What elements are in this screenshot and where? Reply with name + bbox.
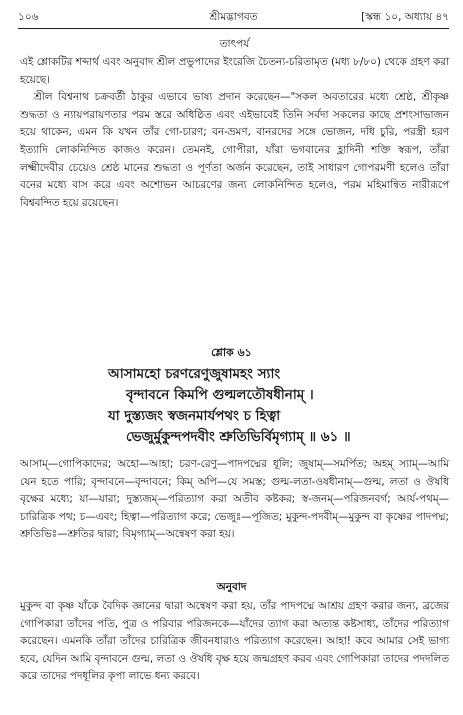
synonyms-text: আসাম্—গোপিকাদের; অহো—আহা; চরণ-রেণু—পাদপদ্মের ধূলি; জুষাম্—সমর্পিত; অহম্‌ স্যাম্—আমি যেন হতে পারি; বৃন্দাবনে—বৃন্দাবনে; কিম্‌ অপি—যে সমস্ত; গুল্ম-লতা-ওষধীনাম্—গুল্ম, লতা ও ঔষধি বৃক্ষের মধ্যে; যা—যারা; দুস্ত্যজম্—পরিত্যাগ করা অতীব কষ্টকর; স্ব-জনম্—পরিজনবর্গ; আর্য-পথম্—চারিত্রিক পথ; চ—এবং; হিত্বা—পরিত্যাগ করে; ভেজুঃ—পূজিত; মুকুন্দ-পদবীম্—মুকুন্দ বা কৃষ্ণের পাদপদ্ম; শ্রুতিভিঃ—শ্রুতির দ্বারা; বিমৃগ্যাম্—অন্বেষণ করা হয়। (20, 458, 449, 541)
synonyms-section (20, 456, 449, 574)
purport-paragraph-2: শ্রীল বিশ্বনাথ চক্রবর্তী ঠাকুর এভাবে ভাষ্য প্রদান করেছেন—"সকল অবতারের মধ্যে শ্রেষ্ঠ, শ্রীকৃষ্ণ শুদ্ধতা ও ন্যায়পরায়ণতার পরম স্তরে অধিষ্ঠিত এবং এইভাবেই তিনি সর্বদা সকলের কাছে প্রশংসাভাজন হয়ে থাকেন, এমন কি যখন তাঁর গো-চারণ; বন-ভ্রমণ, বানরদের সঙ্গে ভোজন, দধি চুরি, পরস্ত্রী হরণ ইত্যাদি লোকনিন্দিত কাজও করেন। তেমনই, গোপীরা, যাঁরা ভগবানের হ্লাদিনী শক্তি স্বরূপ, তাঁরা লক্ষ্মীদেবীর চেয়েও শ্রেষ্ঠ মানের শুদ্ধতা ও পূর্ণতা অর্জন করেছেন, তাই সাধারণ গোপরমণী হলেও তাঁরা বনের মধ্যে বাস করে এবং অশোভন আচরণের জন্য লোকনিন্দিত হলেও, পরম মহিমান্বিত নারীরূপে বিশ্ববন্দিত হয়ে রয়েছেন। (20, 91, 449, 209)
verse-line: বৃন্দাবনে কিমপি গুল্মলতৌষধীনাম্‌ । (126, 387, 314, 403)
translation-section (20, 598, 449, 710)
translation-text: মুকুন্দ বা কৃষ্ণ যাঁকে বৈদিক জ্ঞানের দ্বারা অন্বেষণ করা হয়, তাঁর পাদপদ্মে আশ্রয় গ্রহণ করার জন্য, ব্রজের গোপিকারা তাঁদের পতি, পুত্র ও পরিবার পরিজনকে—যাঁদের ত্যাগ করা অত্যন্ত কষ্টসাধ্য, তাঁদের পরিত্যাগ করেছেন। এমনকি তাঁরা তাঁদের চারিত্রিক জীবনধারাও পরিত্যাগ করেছেন। আহা! কবে আমার সেই ভাগ্য হবে, যেদিন আমি বৃন্দাবনে গুল্ম, লতা ও ঔষধি বৃক্ষ হয়ে জন্মগ্রহণ করব এবং গোপিকারা তাদের পদদলিত করে তাদের পদধূলির কৃপা লাভে ধন্য করবে। (20, 600, 449, 683)
purport-paragraph-1: এই শ্লোকটির শব্দার্থ এবং অনুবাদ শ্রীল প্রভুপাদের ইংরেজি চৈতন্য-চরিতামৃত (মধ্য ৮/৮০) থেকে গ্রহণ করা হয়েছে। (20, 56, 449, 86)
page-header (18, 10, 449, 26)
header-rule (18, 28, 449, 29)
verse-line: ভেজুর্মুকুন্দপদবীং শ্রুতিভির্বিমৃগ্যাম্‌ ॥ ৬১ ॥ (126, 429, 351, 445)
verse-line: যা দুস্ত্যজং স্বজনমার্যপথং চ হিত্বা (108, 408, 281, 424)
page-number: ১০৬ (18, 11, 39, 23)
verse-line: আসামহো চরণরেণুজুষামহং স্যাং (108, 366, 281, 382)
book-title: শ্রীমদ্ভাগবত (209, 11, 258, 23)
translation-heading: অনুবাদ (216, 581, 247, 593)
verse-heading: শ্লোক ৬১ (211, 346, 252, 359)
sanskrit-verse (0, 364, 463, 454)
purport-section (20, 36, 449, 209)
chapter-reference: [স্কন্ধ ১০, অধ্যায় ৪৭ (361, 11, 449, 23)
purport-heading: তাৎপর্য (219, 38, 250, 50)
